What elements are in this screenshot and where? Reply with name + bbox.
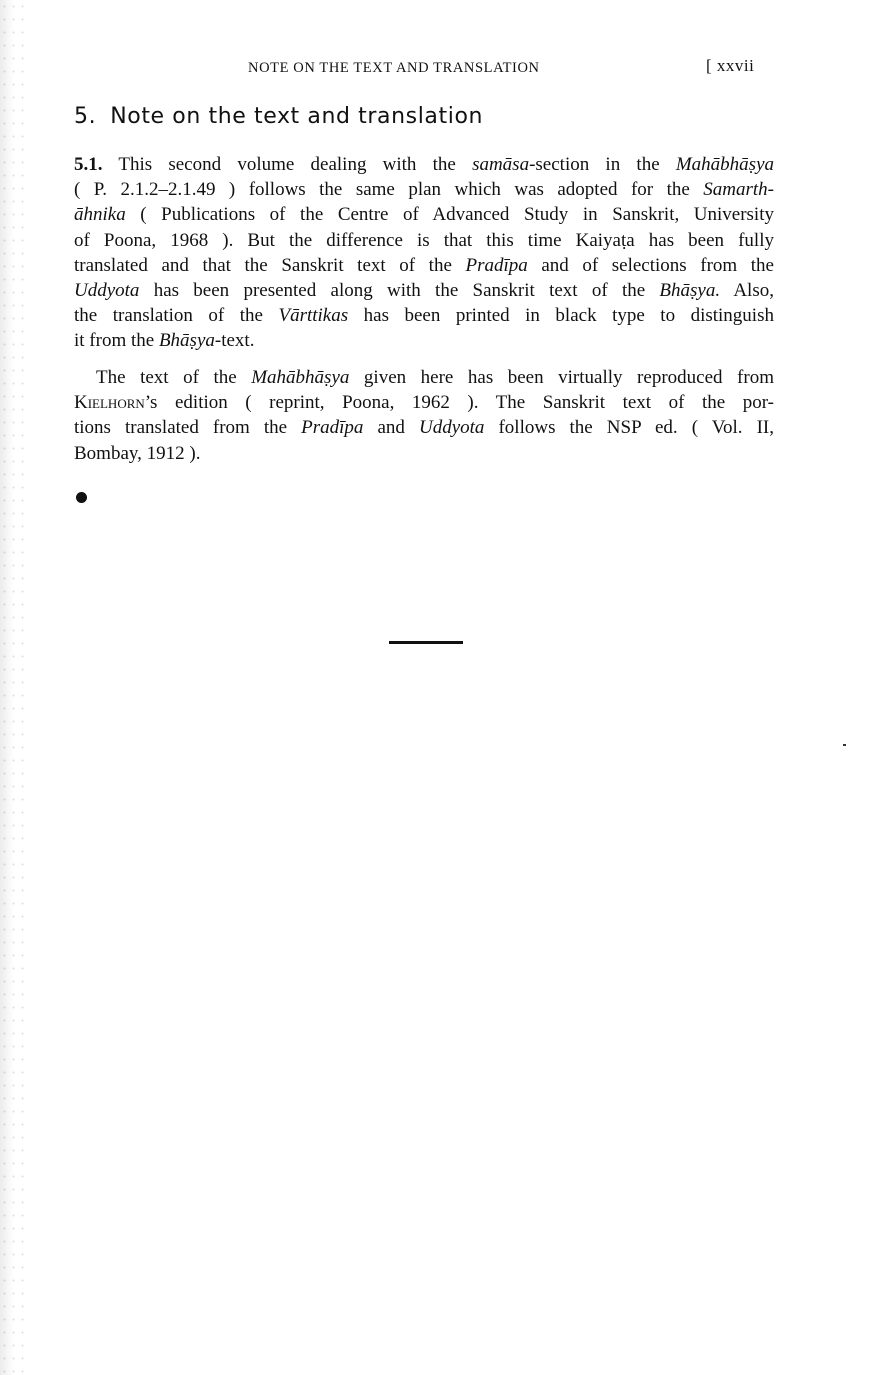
text-segment: Mahābhāṣya bbox=[251, 367, 350, 388]
text-segment: and of selections from the bbox=[527, 254, 774, 276]
text-segment: Uddyota bbox=[418, 417, 485, 439]
text-segment: the translation of the bbox=[74, 305, 279, 327]
text-line bbox=[74, 390, 774, 415]
text-segment: āhnika bbox=[74, 204, 126, 226]
text-segment: Pradīpa bbox=[301, 417, 364, 439]
section-heading bbox=[74, 104, 483, 129]
page-edge-scan-noise bbox=[0, 0, 30, 1375]
scan-speck bbox=[843, 744, 846, 746]
text-segment: given here has been virtually reproduced from bbox=[349, 367, 774, 388]
text-segment: it from the bbox=[74, 330, 159, 352]
text-segment: -text. bbox=[214, 330, 255, 352]
text-line bbox=[74, 253, 774, 278]
text-segment: The text of the bbox=[96, 367, 252, 388]
text-segment: Bhāṣya. bbox=[659, 280, 721, 302]
running-head: NOTE ON THE TEXT AND TRANSLATION bbox=[248, 60, 540, 76]
bullet-mark bbox=[76, 492, 87, 503]
section-title: Note on the text and translation bbox=[110, 104, 484, 129]
text-segment: ’s edition ( reprint, Poona, 1962 ). The Sanskrit text of the por- bbox=[144, 392, 774, 414]
text-segment: and bbox=[363, 417, 419, 439]
text-segment: samāsa bbox=[472, 154, 530, 175]
text-segment: tions translated from the bbox=[74, 417, 302, 439]
text-segment: Uddyota bbox=[74, 280, 140, 302]
text-line bbox=[74, 228, 774, 253]
text-line bbox=[74, 441, 774, 466]
text-segment: has been printed in black type to distinguish bbox=[348, 305, 774, 327]
text-segment: Mahābhāṣya bbox=[675, 154, 774, 175]
text-line bbox=[74, 303, 774, 328]
text-line bbox=[74, 152, 774, 177]
text-segment: Also, bbox=[720, 280, 774, 302]
text-segment: ( P. 2.1.2–2.1.49 ) follows the same plan which was adopted for the bbox=[74, 179, 704, 201]
text-segment: Kielhorn bbox=[74, 392, 145, 414]
text-line bbox=[74, 328, 774, 353]
text-segment: Pradīpa bbox=[465, 254, 528, 276]
text-line bbox=[74, 365, 774, 390]
text-segment: of Poona, 1968 ). But the difference is that this time Kaiyaṭa has been fully bbox=[74, 229, 774, 251]
text-segment: This second volume dealing with the bbox=[102, 154, 473, 175]
text-segment: translated and that the Sanskrit text of the bbox=[74, 254, 466, 276]
text-segment: 5.1. bbox=[74, 154, 103, 175]
text-segment: Samarth- bbox=[703, 179, 774, 201]
text-segment: Bombay, 1912 ). bbox=[74, 442, 201, 464]
paragraph-text-source bbox=[74, 365, 774, 466]
page-number: [ xxvii bbox=[706, 56, 755, 75]
text-segment: follows the NSP ed. ( Vol. II, bbox=[484, 417, 775, 439]
text-segment: has been presented along with the Sanskrit text of the bbox=[139, 280, 660, 302]
text-line bbox=[74, 415, 774, 440]
text-segment: Vārttikas bbox=[278, 305, 349, 327]
text-segment: ( Publications of the Centre of Advanced Study in Sanskrit, University bbox=[125, 204, 774, 226]
text-line bbox=[74, 278, 774, 303]
end-rule bbox=[389, 641, 463, 644]
text-line bbox=[74, 177, 774, 202]
text-segment: -section in the bbox=[529, 154, 676, 175]
text-segment: Bhāṣya bbox=[158, 330, 215, 352]
section-number: 5. bbox=[74, 104, 97, 129]
text-line bbox=[74, 202, 774, 227]
paragraph-5-1 bbox=[74, 152, 774, 354]
